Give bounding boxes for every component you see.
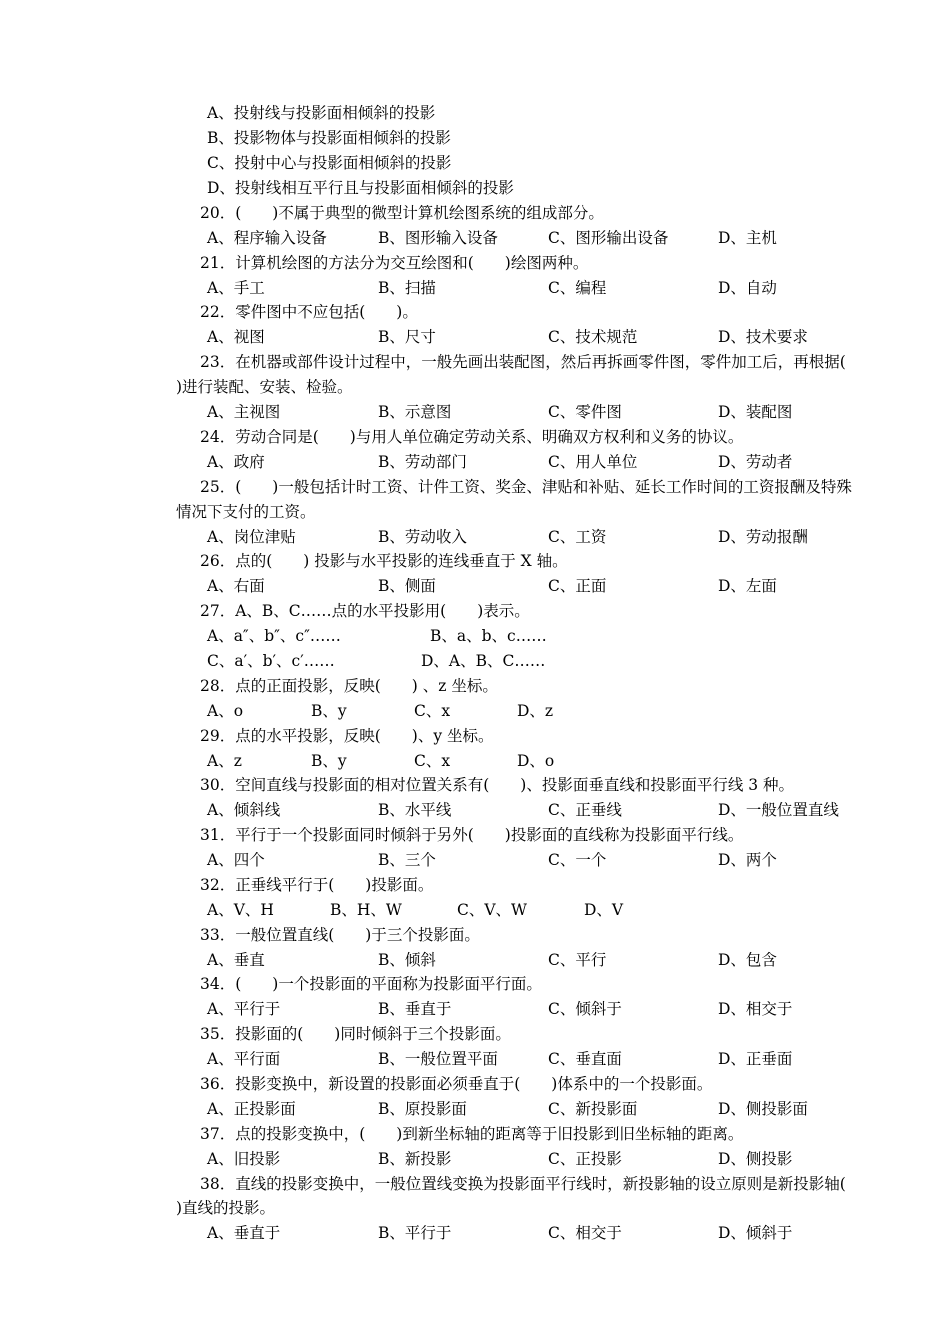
answer-option: A、政府 [207,453,265,471]
answer-option: A、a″、b″、c″…… [207,627,341,645]
answer-option: D、相交于 [718,1000,793,1018]
answer-option: B、H、W [330,901,402,919]
question-text: 36．投影变换中，新设置的投影面必须垂直于( )体系中的一个投影面。 [200,1075,713,1093]
answer-option: C、正投影 [548,1150,622,1168]
answer-option: A、z [207,752,242,770]
answer-option: C、新投影面 [548,1100,638,1118]
answer-option: C、正面 [548,577,607,595]
question-text: )进行装配、安装、检验。 [176,378,353,396]
answer-option: D、包含 [718,951,777,969]
answer-option: A、视图 [207,328,265,346]
answer-option: C、倾斜于 [548,1000,622,1018]
answer-option: A、平行于 [207,1000,281,1018]
answer-option: B、示意图 [378,403,452,421]
answer-option: C、x [414,702,451,720]
answer-option: D、投射线相互平行且与投影面相倾斜的投影 [207,179,514,197]
answer-option: D、一般位置直线 [718,801,839,819]
answer-option: D、两个 [718,851,777,869]
answer-option: C、x [414,752,451,770]
answer-option: A、垂直 [207,951,265,969]
answer-option: C、a′、b′、c′…… [207,652,335,670]
question-text: 35．投影面的( )同时倾斜于三个投影面。 [200,1025,511,1043]
answer-option: B、a、b、c…… [430,627,547,645]
answer-option: B、一般位置平面 [378,1050,498,1068]
answer-option: C、垂直面 [548,1050,622,1068]
answer-option: C、图形输出设备 [548,229,669,247]
answer-option: B、y [311,702,347,720]
question-text: 25．( )一般包括计时工资、计件工资、奖金、津贴和补贴、延长工作时间的工资报酬及特殊 [200,478,852,496]
question-text: 28．点的正面投影，反映( ) 、z 坐标。 [200,677,498,695]
answer-option: C、V、W [457,901,527,919]
answer-option: B、水平线 [378,801,452,819]
answer-option: C、工资 [548,528,607,546]
answer-option: A、V、H [207,901,274,919]
answer-option: B、劳动收入 [378,528,467,546]
answer-option: A、岗位津贴 [207,528,296,546]
answer-option: B、三个 [378,851,436,869]
answer-option: B、尺寸 [378,328,436,346]
question-text: 30．空间直线与投影面的相对位置关系有( )、投影面垂直线和投影面平行线 3 种。 [200,776,795,794]
answer-option: A、右面 [207,577,265,595]
answer-option: A、主视图 [207,403,281,421]
question-text: 29．点的水平投影，反映( )、y 坐标。 [200,727,494,745]
answer-option: C、零件图 [548,403,622,421]
question-text: )直线的投影。 [176,1199,276,1217]
answer-option: D、劳动者 [718,453,793,471]
answer-option: B、原投影面 [378,1100,467,1118]
question-text: 34．( )一个投影面的平面称为投影面平行面。 [200,975,542,993]
answer-option: D、倾斜于 [718,1224,793,1242]
answer-option: B、y [311,752,347,770]
answer-option: A、投射线与投影面相倾斜的投影 [207,104,436,122]
question-text: 33．一般位置直线( )于三个投影面。 [200,926,480,944]
answer-option: D、A、B、C…… [421,652,546,670]
question-text: 23．在机器或部件设计过程中，一般先画出装配图，然后再拆画零件图，零件加工后，再根据( [200,353,846,371]
question-text: 27．A、B、C……点的水平投影用( )表示。 [200,602,530,620]
answer-option: A、程序输入设备 [207,229,327,247]
answer-option: A、四个 [207,851,265,869]
answer-option: A、倾斜线 [207,801,281,819]
answer-option: A、o [207,702,244,720]
answer-option: C、相交于 [548,1224,622,1242]
answer-option: A、旧投影 [207,1150,281,1168]
answer-option: D、主机 [718,229,777,247]
answer-option: C、编程 [548,279,607,297]
answer-option: C、正垂线 [548,801,622,819]
answer-option: A、正投影面 [207,1100,296,1118]
answer-option: D、V [584,901,624,919]
answer-option: C、技术规范 [548,328,638,346]
question-text: 21．计算机绘图的方法分为交互绘图和( )绘图两种。 [200,254,589,272]
answer-option: D、装配图 [718,403,793,421]
answer-option: B、平行于 [378,1224,452,1242]
question-text: 22．零件图中不应包括( )。 [200,303,418,321]
answer-option: D、劳动报酬 [718,528,808,546]
answer-option: B、新投影 [378,1150,452,1168]
answer-option: D、侧投影面 [718,1100,808,1118]
answer-option: B、倾斜 [378,951,436,969]
answer-option: B、投影物体与投影面相倾斜的投影 [207,129,451,147]
question-text: 26．点的( ) 投影与水平投影的连线垂直于 X 轴。 [200,552,568,570]
answer-option: A、垂直于 [207,1224,281,1242]
answer-option: D、o [517,752,555,770]
answer-option: B、图形输入设备 [378,229,498,247]
answer-option: B、劳动部门 [378,453,467,471]
question-text: 32．正垂线平行于( )投影面。 [200,876,434,894]
question-text: 37．点的投影变换中，( )到新坐标轴的距离等于旧投影到旧坐标轴的距离。 [200,1125,744,1143]
answer-option: D、自动 [718,279,777,297]
answer-option: D、z [517,702,554,720]
question-text: 31．平行于一个投影面同时倾斜于另外( )投影面的直线称为投影面平行线。 [200,826,744,844]
answer-option: C、投射中心与投影面相倾斜的投影 [207,154,452,172]
answer-option: A、手工 [207,279,265,297]
answer-option: C、平行 [548,951,607,969]
answer-option: B、垂直于 [378,1000,452,1018]
answer-option: B、扫描 [378,279,436,297]
answer-option: D、技术要求 [718,328,808,346]
question-text: 20．( )不属于典型的微型计算机绘图系统的组成部分。 [200,204,604,222]
answer-option: C、一个 [548,851,607,869]
answer-option: C、用人单位 [548,453,638,471]
answer-option: A、平行面 [207,1050,281,1068]
answer-option: D、侧投影 [718,1150,793,1168]
answer-option: D、正垂面 [718,1050,793,1068]
question-text: 38．直线的投影变换中，一般位置线变换为投影面平行线时，新投影轴的设立原则是新投影轴( [200,1175,846,1193]
question-text: 24．劳动合同是( )与用人单位确定劳动关系、明确双方权利和义务的协议。 [200,428,744,446]
answer-option: B、侧面 [378,577,436,595]
answer-option: D、左面 [718,577,777,595]
question-text: 情况下支付的工资。 [176,503,316,521]
